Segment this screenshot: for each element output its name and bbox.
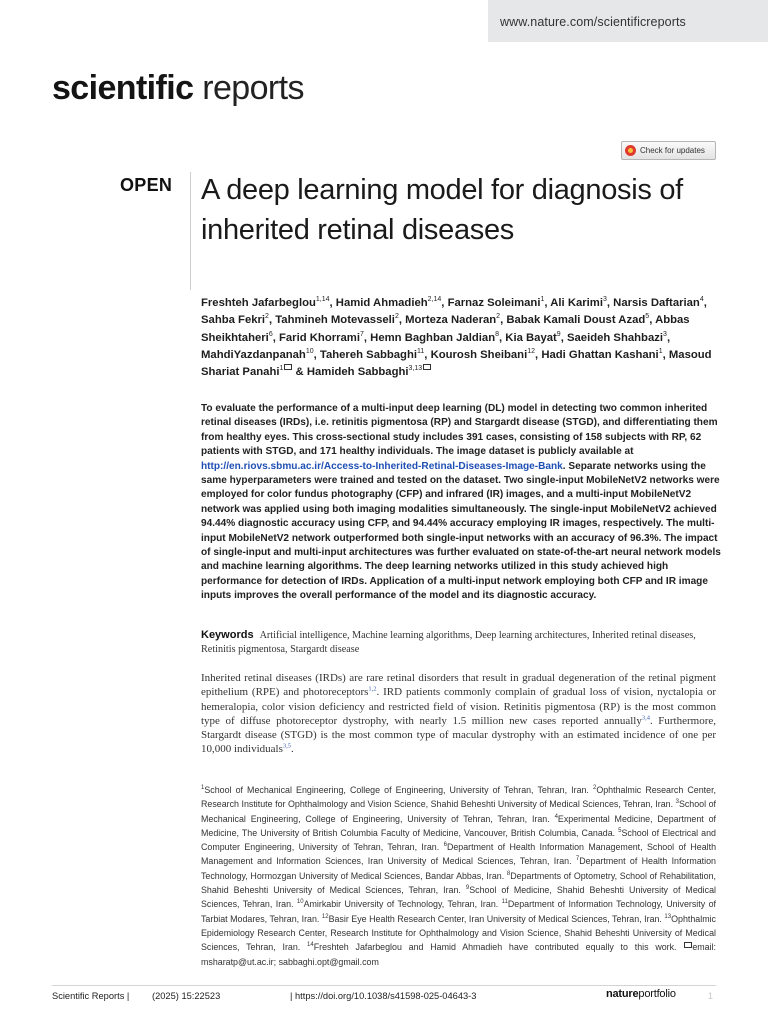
affiliation-number: 10 — [296, 899, 304, 906]
check-for-updates-button[interactable] — [621, 141, 716, 160]
author-affiliation-ref: 2 — [496, 313, 501, 321]
author-name: Kourosh Sheibani — [430, 348, 528, 361]
intro-text: . IRD patients commonly complain of gradual loss of vision, nyctalopia or hemeralopia, color vision deficiency and restricted field of vision. Retinitis pigmentosa (RP) is the most common type of diffuse photoreceptor dystrophy, with nearly 1.5 million new cases reported annually — [201, 686, 716, 727]
author-affiliation-ref: 11 — [417, 348, 425, 356]
affiliation-number: 9 — [465, 885, 470, 892]
footer-divider — [52, 985, 716, 986]
author[interactable] — [567, 332, 667, 344]
affiliation-text: School of Mechanical Engineering, College of Engineering, University of Tehran, Tehran, Iran. — [204, 785, 593, 795]
author-affiliation-ref: 8 — [495, 330, 499, 338]
author[interactable] — [201, 349, 314, 361]
author-affiliation-ref: 3 — [663, 330, 667, 338]
affiliation-text: Experimental Medicine, Department of Medicine, The University of British Columbia Faculty of Medicine, Vancouver, British Columbia, Canada. — [201, 813, 717, 838]
author[interactable]: & Hamideh Sabbaghi$^{3,13}$ — [296, 366, 432, 378]
affiliation-number: 8 — [506, 870, 511, 877]
intro-text: Inherited retinal diseases (IRDs) are rare retinal disorders that result in gradual degeneration of the retinal pigment epithelium (RPE) and photoreceptors — [201, 672, 716, 699]
envelope-icon[interactable] — [423, 364, 431, 370]
affiliation-text: Department of Information Technology, University of Tarbiat Modares, Tehran, Iran. — [201, 899, 716, 924]
author-affiliation-ref: 1 — [540, 296, 545, 304]
affiliation-text: Departments of Optometry, School of Rehabilitation, Shahid Beheshti University of Medical Sciences, Tehran, Iran. — [201, 870, 716, 896]
author-affiliation-ref: 12 — [527, 348, 536, 356]
author-affiliation-ref: 4 — [699, 296, 704, 304]
author-name: Tahmineh Motevasseli — [275, 314, 395, 327]
abstract-text-end: . Separate networks using the same hyperparameters were trained and tested on the dataset. Two single-input MobileNetV2 networks were employed for color fundus photography (CFP) and infrared (IR) images, and a multi-input MobileNetV2 network was applied using both imaging modalities simultaneously. The single-input MobileNetV2 achieved 94.44% diagnostic accuracy using CFP, and 94.44% accuracy employing IR images, respectively. The multi-input MobileNetV2 network outperformed both single-input networks with an accuracy of 96.3%. The impact of single-input and multi-input architectures was further evaluated on state-of-the-art neural network models and machine learning algorithms. The deep learning networks utilized in this study achieved high performance for detection of IRDs. Application of a multi-input network employing both CFP and IR image inputs improves the overall performance of the model and its diagnostic accuracy. — [201, 460, 721, 602]
journal-logo — [52, 68, 304, 108]
abstract — [201, 402, 721, 604]
footer-doi-link[interactable]: | https://doi.org/10.1038/s41598-025-04643-3 — [290, 991, 477, 1001]
open-access-label: OPEN — [120, 175, 173, 195]
affiliation-number: 6 — [443, 842, 447, 849]
author-affiliation-ref: 2 — [265, 313, 269, 321]
author-name: Saeideh Shahbazi — [566, 331, 664, 344]
author[interactable] — [370, 332, 499, 344]
affiliations — [201, 783, 716, 969]
author[interactable] — [336, 297, 441, 309]
affiliation-text: Freshteh Jafarbeglou and Hamid Ahmadieh have contributed equally to this work. — [313, 942, 684, 953]
author-name: MahdiYazdanpanah — [201, 348, 306, 361]
author[interactable] — [506, 314, 649, 326]
affiliation-text: Department of Health Information Management, School of Health Management and Information Sciences, Iran University of Medical Sciences, Tehran, Iran. — [201, 842, 717, 867]
intro-text: . — [291, 743, 294, 756]
author[interactable] — [201, 297, 330, 309]
journal-url[interactable]: www.nature.com/scientificreports — [500, 15, 686, 29]
author-affiliation-ref: 6 — [268, 330, 273, 338]
author-name: Hamid Ahmadieh — [335, 297, 428, 309]
affiliation-number: 3 — [675, 799, 679, 806]
affiliation-number: 1 — [201, 785, 205, 792]
affiliation-number: 5 — [618, 827, 622, 834]
author-affiliation-ref: 10 — [305, 348, 314, 356]
affiliation-number: 12 — [321, 913, 329, 920]
crossmark-icon — [625, 145, 636, 156]
author-name: Ali Karimi — [550, 297, 603, 309]
author-name: Hamideh Sabbaghi — [306, 366, 409, 379]
citation-ref[interactable]: 1,2 — [368, 685, 377, 693]
affiliation-text: Ophthalmic Epidemiology Research Center, Research Institute for Ophthalmology and Vision Science, Shahid Beheshti University of Medical Sciences, Tehran, Iran. — [201, 913, 716, 953]
footer-volume: (2025) 15:22523 — [152, 991, 221, 1001]
affiliation-text: Basir Eye Health Research Center, Iran University of Medical Sciences, Tehran, Iran. — [328, 913, 665, 924]
citation-ref[interactable]: 3,5 — [282, 742, 292, 750]
author-name: Farnaz Soleimani — [447, 297, 541, 309]
page-number: 1 — [708, 991, 714, 1001]
author-name: Freshteh Jafarbeglou — [201, 297, 316, 309]
intro-paragraph — [201, 671, 716, 757]
author-name: Farid Khorrami — [279, 331, 360, 344]
author-name: Hadi Ghattan Kashani — [541, 348, 659, 361]
title-divider — [190, 172, 191, 290]
author[interactable] — [320, 349, 424, 361]
contact-email[interactable]: email: msharatp@ut.ac.ir; sabbaghi.opt@gmail.com — [201, 942, 716, 967]
author-name: Morteza Naderan — [405, 314, 497, 327]
author-name: Masoud Shariat Panahi — [201, 348, 712, 379]
author-list: Freshteh Jafarbeglou$^{1,14}$, Hamid Ahmadieh$^{2,14}$, Farnaz Soleimani$^1$, Ali Karimi$^3$, Narsis Daftarian$^4$, Sahba Fekri$^2$, Tahmineh Motevasseli$^2$, Morteza Naderan$^2$, Babak Kamali Doust Azad$^5$, Abbas Sheikhtaheri$^6$, Farid Khorrami$^7$, Hemn Baghban Jaldian$^8$, Kia Bayat$^9$, Saeideh Shahbazi$^3$, MahdiYazdanpanah$^{10}$, Tahereh Sabbaghi$^{11}$, Kourosh Sheibani$^{12}$, Hadi Ghattan Kashani$^1$, Masoud Shariat Panahi$^1$ & Hamideh Sabbaghi$^{3,13}$ — [201, 296, 712, 379]
author[interactable] — [275, 314, 399, 326]
intro-text: . Furthermore, Stargardt disease (STGD) is the most common type of macular dystrophy with an estimated incidence of one per 10,000 individuals — [201, 714, 717, 756]
affiliation-text: Amirkabir University of Technology, Tehran, Iran. — [303, 899, 502, 910]
author[interactable] — [448, 297, 545, 309]
publisher-logo-light: portfolio — [638, 988, 676, 1000]
citation-ref[interactable]: 3,4 — [641, 714, 650, 722]
author[interactable] — [431, 349, 535, 361]
affiliation-text: Ophthalmic Research Center, Research Institute for Ophthalmology and Vision Science, Shahid Beheshti University of Medical Sciences, Tehran, Iran. — [201, 785, 717, 810]
author-affiliation-ref: 1 — [658, 348, 663, 356]
affiliation-number: 14 — [307, 942, 314, 949]
affiliation-text: School of Mechanical Engineering, College of Engineering, University of Tehran, Tehran, Iran. — [201, 799, 716, 824]
author-affiliation-ref: 1,14 — [315, 296, 330, 304]
affiliation-number: 4 — [554, 813, 558, 820]
author-name: Sahba Fekri — [201, 314, 266, 327]
author-affiliation-ref: 3,13 — [408, 365, 423, 373]
author[interactable] — [279, 332, 364, 344]
affiliation-number: 2 — [593, 785, 597, 792]
author-name: Tahereh Sabbaghi — [319, 348, 417, 361]
author-name: Kia Bayat — [505, 331, 557, 344]
author-name: Abbas Sheikhtaheri — [201, 314, 690, 344]
author[interactable] — [201, 314, 269, 326]
footer-journal: Scientific Reports | — [52, 991, 130, 1001]
affiliation-text: School of Electrical and Computer Engineering, University of Tehran, Tehran, Iran. — [201, 827, 716, 853]
author-name: Hemn Baghban Jaldian — [370, 331, 496, 344]
envelope-icon[interactable] — [284, 364, 292, 370]
affiliation-number: 13 — [664, 913, 672, 920]
author-affiliation-ref: 3 — [602, 296, 607, 304]
author[interactable] — [541, 349, 662, 361]
abstract-text-start: To evaluate the performance of a multi-input deep learning (DL) model in detecting two common inherited retinal diseases (IRDs), i.e. retinitis pigmentosa (RP) and Stargardt disease (STGD), and differentiating them from healthy eyes. This cross-sectional study includes 391 cases, consisting of 158 subjects with RP, 62 patients with STGD, and 171 healthy individuals. The image dataset is publicly available at — [201, 403, 718, 458]
publisher-logo-bold: nature — [606, 988, 639, 1000]
journal-logo-light: reports — [202, 69, 304, 107]
author-name: Narsis Daftarian — [613, 297, 700, 309]
keywords — [201, 628, 721, 657]
author-affiliation-ref: 9 — [556, 330, 561, 338]
author[interactable] — [505, 332, 560, 344]
affiliation-number: 11 — [501, 899, 508, 906]
envelope-icon — [684, 942, 692, 948]
keywords-label: Keywords — [201, 629, 254, 641]
publisher-logo — [606, 988, 676, 1000]
author-affiliation-ref: 2 — [394, 313, 399, 321]
author[interactable] — [613, 297, 704, 309]
author-affiliation-ref: 7 — [359, 330, 364, 338]
affiliation-number: 7 — [575, 856, 580, 863]
affiliation-text: School of Medicine, Shahid Beheshti University of Medical Sciences, Tehran, Iran. — [201, 885, 717, 910]
author-affiliation-ref: 1 — [279, 365, 284, 373]
affiliation-text: Department of Health Information Technology, Hormozgan University of Medical Sciences, Bandar Abbas, Iran. — [201, 856, 716, 881]
author-affiliation-ref: 5 — [645, 313, 650, 321]
author[interactable] — [550, 297, 607, 309]
author-name: Babak Kamali Doust Azad — [506, 314, 646, 327]
check-for-updates-label: Check for updates — [640, 146, 705, 155]
dataset-link[interactable]: http://en.riovs.sbmu.ac.ir/Access-to-Inherited-Retinal-Diseases-Image-Bank — [201, 460, 563, 472]
journal-logo-bold: scientific — [52, 69, 194, 107]
keywords-text: Artificial intelligence, Machine learning algorithms, Deep learning architectures, Inherited retinal diseases, Retinitis pigmentosa, Stargardt disease — [201, 630, 696, 655]
author-affiliation-ref: 2,14 — [427, 296, 442, 304]
article-title: A deep learning model for diagnosis of inherited retinal diseases — [201, 174, 683, 246]
author[interactable] — [405, 314, 500, 326]
